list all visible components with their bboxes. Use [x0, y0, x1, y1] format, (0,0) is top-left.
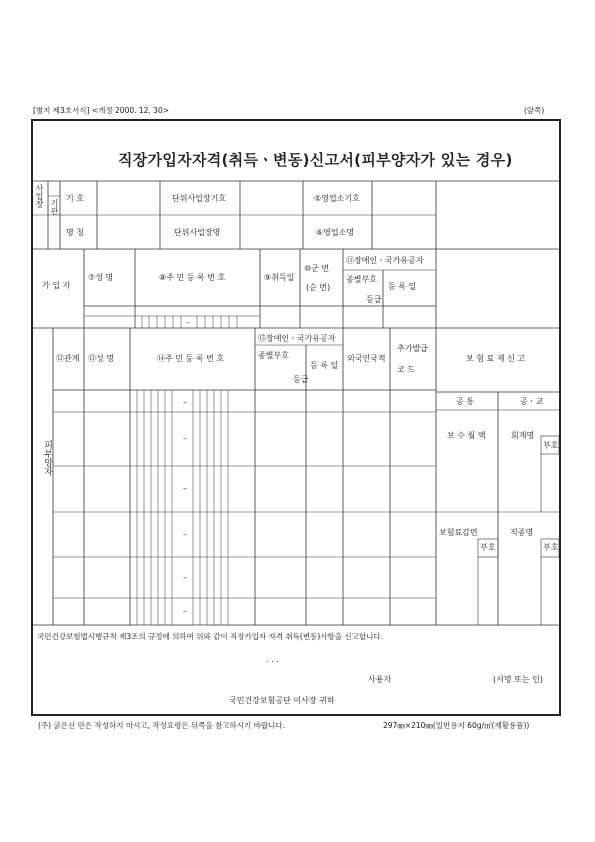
- subscriber-grade-label: 등급: [366, 295, 382, 304]
- public-school-label: 공ㆍ교: [520, 397, 544, 406]
- subscriber-section-label: 가 입 자: [42, 281, 71, 290]
- footer-note: (주) 굵은선 안은 작성하지 마시고, 작성요령은 뒤쪽을 참고하시기 바랍니다.: [38, 721, 286, 730]
- paper-spec: 297㎜×210㎜(일반용지 60g/㎡(재활용품)): [383, 721, 530, 730]
- user-label: 사용자: [368, 675, 392, 684]
- military-label-top: ⑩군 번: [304, 264, 330, 273]
- insurance-report-header: 보 험 료 제 신 고: [466, 354, 526, 363]
- workplace-name-label: 명 칭: [66, 228, 84, 237]
- dependent-rrn-label: ⑭주 민 등 록 번 호: [157, 354, 225, 363]
- recipient-label: 국민건강보험공단 이사장 귀하: [229, 696, 335, 705]
- subscriber-type-code-label: 종별부호: [346, 275, 377, 284]
- declaration-date: . . .: [266, 655, 279, 664]
- occupation-code-label: 부호: [543, 543, 559, 552]
- form-number: [별지 제3호서식] <개정 2000. 12. 30>: [33, 106, 170, 115]
- reduction-code-label: 부호: [480, 543, 496, 552]
- add-code-label-top: 추가발급: [397, 344, 428, 353]
- dependent-grade-label: 등급: [293, 375, 309, 384]
- dependent-reg-date-label: 등 록 일: [310, 361, 339, 370]
- dependent-disabled-header: ⑮장애인ㆍ국가유공자: [258, 334, 336, 343]
- workplace-symbol-label: 기 호: [66, 194, 84, 203]
- occupation-label: 직종명: [510, 528, 534, 537]
- subscriber-reg-date-label: 등 록 일: [388, 282, 417, 291]
- subscriber-rrn-label: ⑧주 민 등 록 번 호: [159, 273, 226, 282]
- military-label-bottom: (순 번): [306, 283, 331, 292]
- dependents-section-label: 피부양자: [42, 440, 53, 476]
- declaration-text: 국민건강보험법시행규칙 제3조의 규정에 의하여 위와 같이 직장가입자 자격 취득(변동)사항을 신고합니다.: [37, 632, 383, 641]
- svg-text:–: –: [183, 434, 187, 443]
- svg-text:–: –: [186, 318, 190, 327]
- dependent-type-code-label: 종별부호: [258, 351, 289, 360]
- subscriber-disabled-header: ⑪장애인ㆍ국가유공자: [346, 256, 424, 265]
- form-title: 직장가입자자격(취득ㆍ변동)신고서(피부양자가 있는 경우): [118, 151, 513, 169]
- svg-text:–: –: [183, 398, 187, 407]
- accounting-code-label: 부호: [543, 441, 559, 450]
- unit-name-label: 단위사업장명: [174, 228, 221, 237]
- acquire-date-label: ⑨취득일: [264, 273, 295, 282]
- workplace-sub-label: 기관: [50, 199, 59, 215]
- signature-label: (서명 또는 인): [493, 675, 543, 684]
- sales-name-label: ⑥영업소명: [316, 228, 355, 237]
- common-label: 공 통: [456, 397, 474, 406]
- sales-symbol-field[interactable]: [373, 182, 435, 214]
- unit-symbol-field[interactable]: [241, 182, 302, 214]
- workplace-section-label: 사업장: [35, 184, 44, 208]
- unit-symbol-label: 단위사업장기호: [172, 194, 227, 203]
- subscriber-name-label: ⑦성 명: [88, 273, 114, 282]
- add-code-label-bottom: 코 드: [397, 365, 415, 374]
- svg-text:–: –: [183, 484, 187, 493]
- dependent-relation-label: ⑫관계: [56, 354, 80, 363]
- accounting-name-label: 회계명: [511, 431, 535, 440]
- sales-symbol-label: ⑤영업소기호: [314, 194, 360, 203]
- svg-text:–: –: [183, 573, 187, 582]
- reduction-label: 보험료감면: [439, 528, 478, 537]
- dependent-name-label: ⑬성 명: [88, 354, 114, 363]
- pay-amount-label: 보 수 월 액: [447, 431, 486, 440]
- svg-text:–: –: [183, 530, 187, 539]
- page-side-label: (앞쪽): [524, 106, 545, 115]
- svg-text:–: –: [183, 607, 187, 616]
- foreign-nationality-label: 외국인국적: [347, 354, 386, 363]
